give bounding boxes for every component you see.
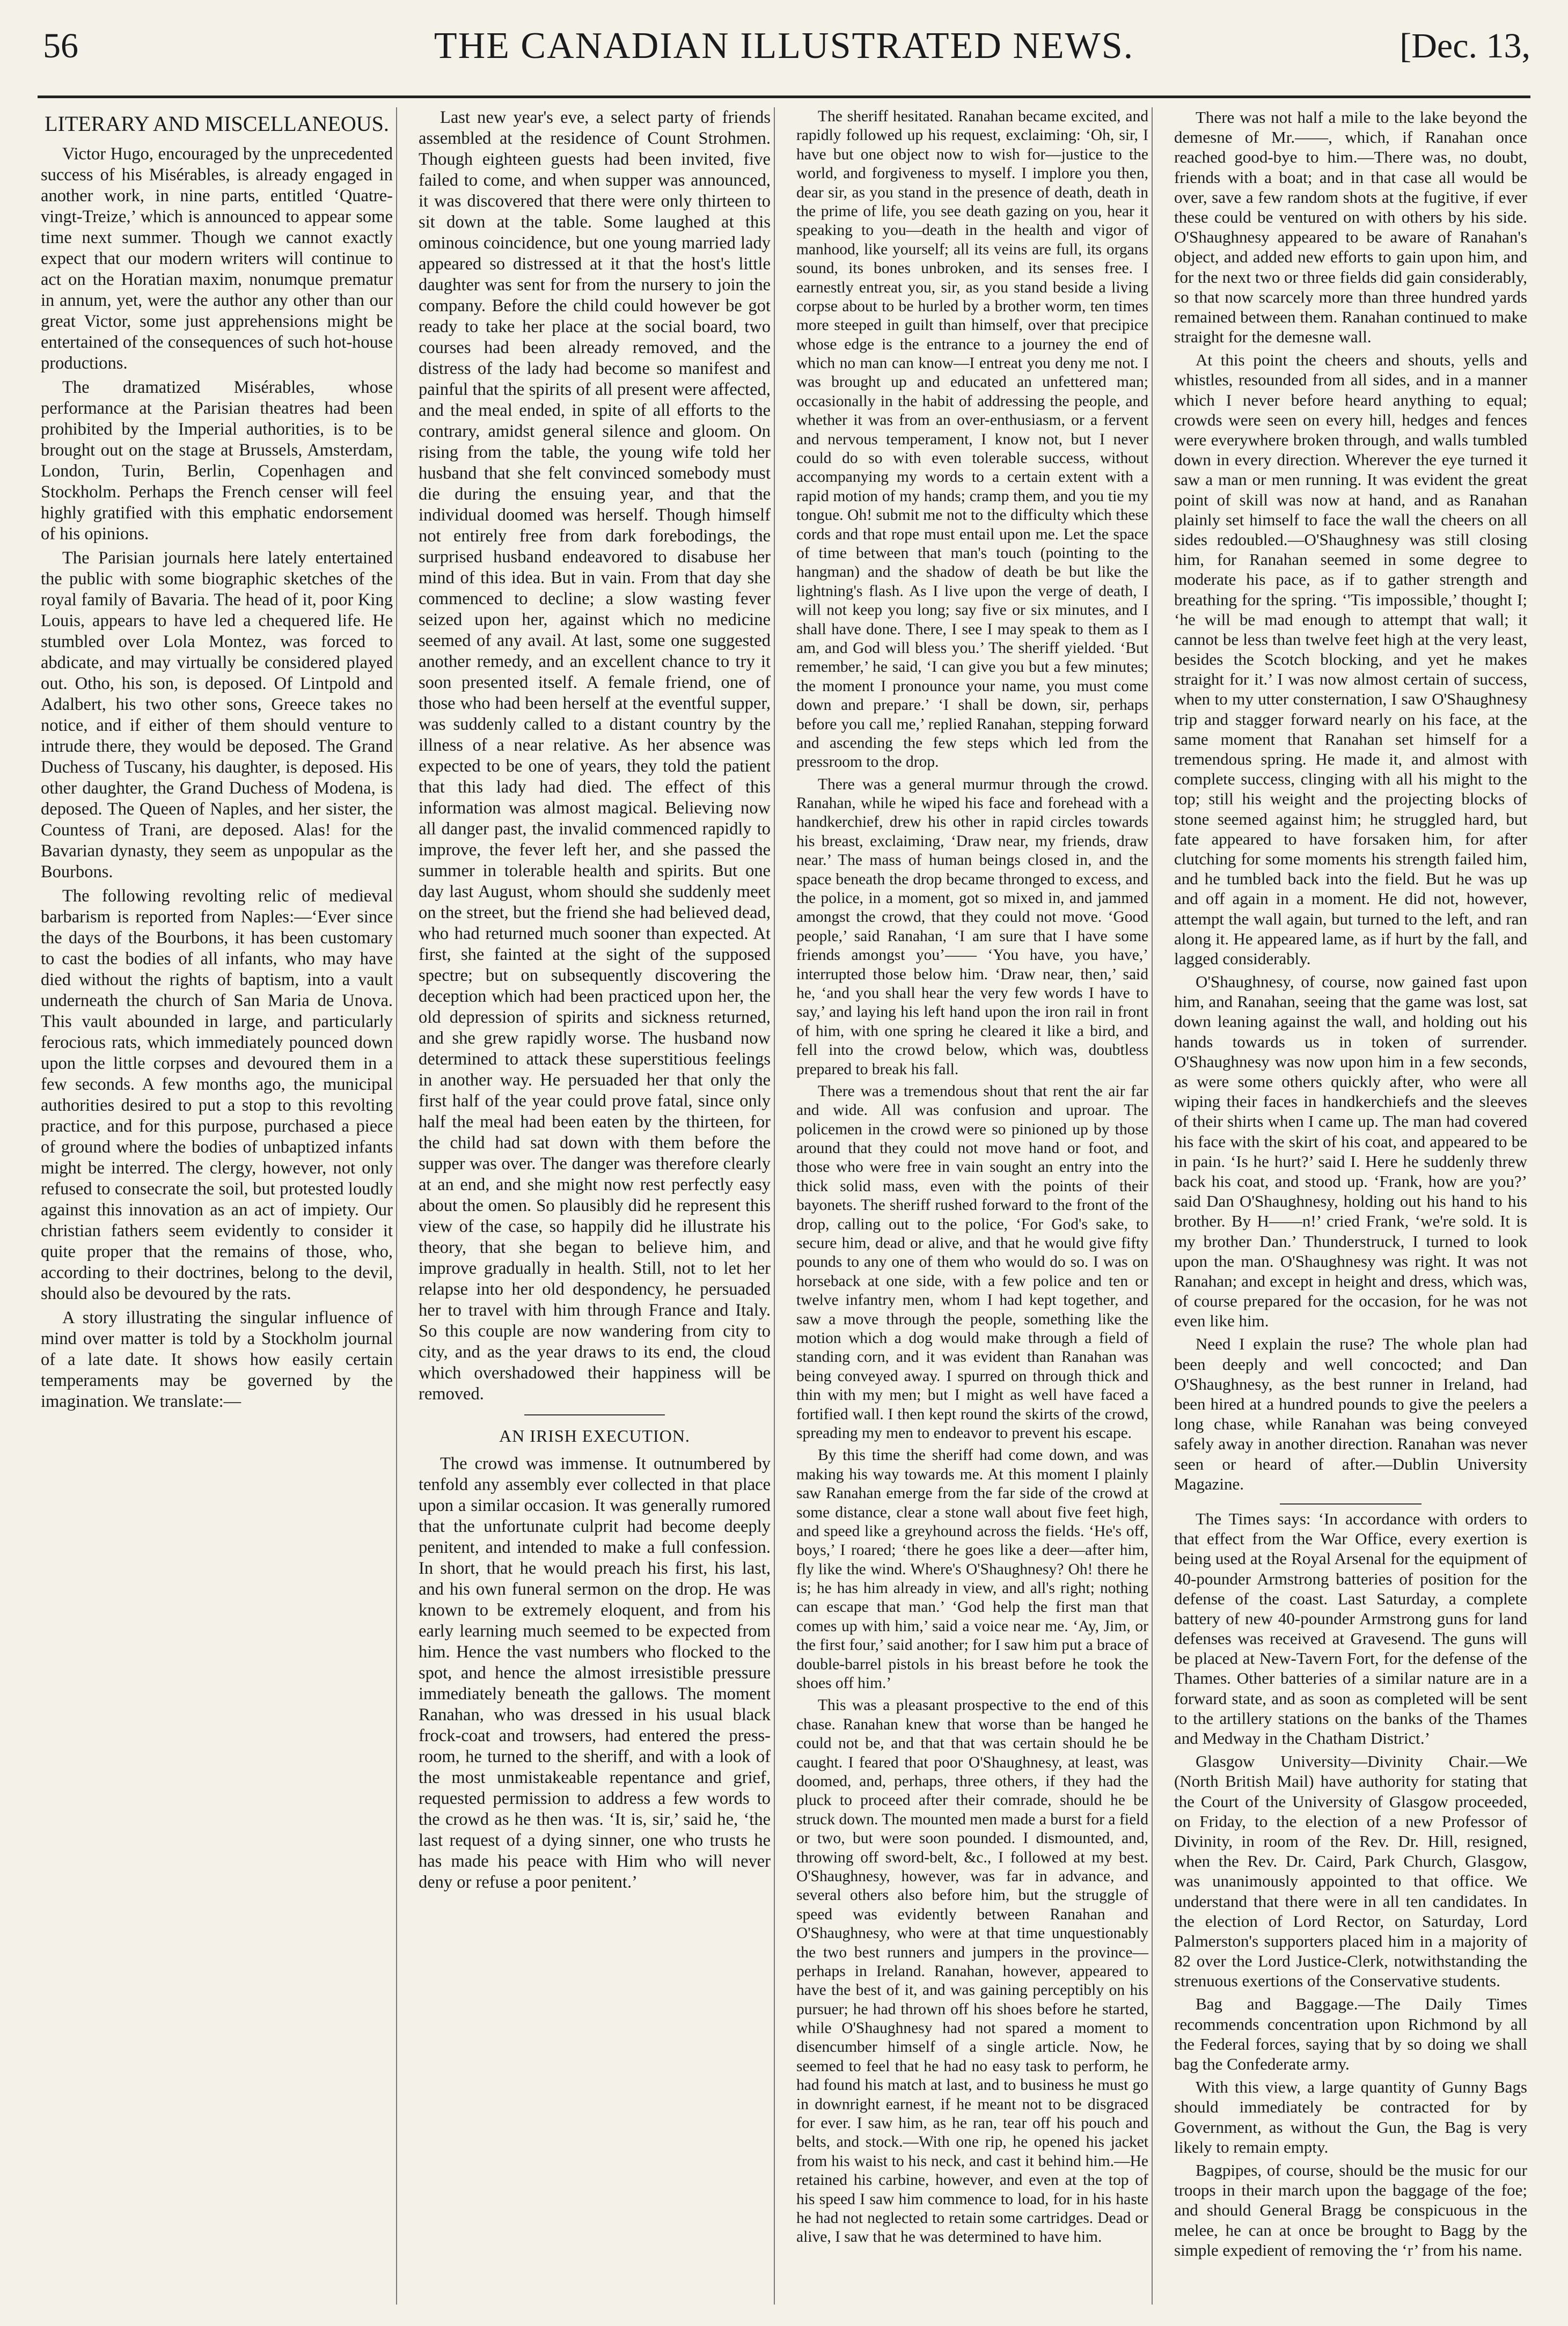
literary-paragraph: The following revolting relic of medieval barbarism is reported from Naples:—‘Ever since the days of the Bourbons, it has been customary to cast the bodies of all infants, who may have died without the rights of baptism, into a vault underneath the church of San Maria de Unova. This vault abounded in large, and particularly ferocious rats, which immediately pounced down upon the little corpses and devoured them in a few seconds. A few months ago, the municipal authorities desired to put a stop to this revolting practice, and for this purpose, purchased a piece of ground where the bodies of unbaptized infants might be interred. The clergy, however, not only refused to consecrate the soil, but protested loudly against this innovation as an act of impiety. Our christian fathers seem evidently to consider it quite proper that the remains of those, who, according to their doctrines, belong to the devil, should also be devoured by the rats. bbox=[41, 886, 393, 1303]
literary-paragraph: A story illustrating the singular influence of mind over matter is told by a Stockholm journal of a late date. It shows how easily certain temperaments may be governed by the imagination. We translate:— bbox=[41, 1308, 393, 1411]
irish-paragraph: The crowd was immense. It outnumbered by tenfold any assembly ever collected in that place upon a similar occasion. It was generally rumored that the unfortunate culprit had become deeply penitent, and intended to make a full confession. In short, that he would preach his first, his last, and his own funeral sermon on the drop. He was known to be extremely eloquent, and from his early learning much seemed to be expected from him. Hence the vast numbers who flocked to the spot, and hence the almost irresistible pressure immediately beneath the gallows. The moment Ranahan, who was dressed in his usual black frock-coat and trowsers, had entered the press-room, he turned to the sheriff, and with a look of the most unmistakeable repentance and grief, requested permission to address a few words to the crowd as he then was. ‘It is, sir,’ said he, ‘the last request of a dying sinner, one who trusts he has made his peace with Him who will never deny or refuse a poor penitent.’ bbox=[419, 1454, 771, 1892]
columns bbox=[38, 107, 1530, 2305]
notice-paragraph: Bagpipes, of course, should be the music for our troops in their march upon the baggage of the foe; and should General Bragg be conspicuous in the melee, he can at once be brought to Bagg by the simple expedient of removing the ‘r’ from his name. bbox=[1174, 2160, 1527, 2259]
irish-paragraph: This was a pleasant prospective to the end of this chase. Ranahan knew that worse than be hanged he could not be, and that that was certain should he be caught. I feared that poor O'Shaughnesy, at least, was doomed, and, perhaps, three others, if they had the pluck to proceed after their comrade, should he be struck down. The mounted men made a burst for a field or two, but were soon pounded. I dismounted, and, throwing off sword-belt, &c., I followed at my best. O'Shaughnesy, however, was far in advance, and several others also before him, but the struggle of speed was evidently between Ranahan and O'Shaughnesy, who were at that time unquestionably the two best runners and jumpers in the province—perhaps in Ireland. Ranahan, however, appeared to have the best of it, and was gaining perceptibly on his pursuer; he had thrown off his shoes before he started, while O'Shaughnesy had not spared a moment to disencumber himself of a single article. Now, he seemed to feel that he had no easy task to perform, he had found his match at last, and to business he must go in downright earnest, if he meant not to be disgraced for ever. I saw him, as he ran, tear off his pouch and belts, and stock.—With one rip, he opened his jacket from his waist to his neck, and cast it behind him.—He retained his carbine, however, and even at the top of his speed I saw him commence to load, for in his haste he had not neglected to retain some cartridges. Dead or alive, I saw that he was determined to have him. bbox=[796, 1697, 1148, 2246]
page-number: 56 bbox=[43, 26, 78, 65]
masthead: THE CANADIAN ILLUSTRATED NEWS. bbox=[434, 25, 1134, 67]
literary-paragraph: The dramatized Misérables, whose performance at the Parisian theatres had been prohibited by the Imperial authorities, is to be brought out on the stage at Brussels, Amsterdam, London, Turin, Berlin, Copenhagen and Stockholm. Perhaps the French censer will feel highly gratified with this emphatic endorsement of his opinions. bbox=[41, 378, 393, 544]
irish-paragraph: There was a general murmur through the crowd. Ranahan, while he wiped his face and forehead with a handkerchief, drew his other in rapid circles towards his breast, exclaiming, ‘Draw near, my friends, draw near.’ The mass of human beings closed in, and the space beneath the drop became thronged to excess, and the police, in a moment, got so mixed in, and jammed amongst the crowd, that they could not move. ‘Good people,’ said Ranahan, ‘I am sure that I have some friends amongst you’—— ‘You have, you have,’ interrupted those below him. ‘Draw near, then,’ said he, ‘and you shall hear the very few words I have to say,’ and laying his left hand upon the iron rail in front of him, with one spring he cleared it like a bird, and fell into the crowd below, which was, doubtless prepared to break his fall. bbox=[796, 775, 1148, 1078]
notice-paragraph: The Times says: ‘In accordance with orders to that effect from the War Office, every exertion is being used at the Royal Arsenal for the equipment of 40-pounder Armstrong batteries of position for the defense of the coast. Last Saturday, a complete battery of new 40-pounder Armstrong guns for land defenses was received at Gravesend. The guns will be placed at New-Tavern Fort, for the defense of the Thames. Other batteries of a similar nature are in a forward state, and as soon as completed will be sent to the artillery stations on the banks of the Thames and Medway in the Chatham District.’ bbox=[1174, 1509, 1527, 1748]
section-divider bbox=[524, 1414, 665, 1415]
page-header bbox=[38, 15, 1530, 98]
column-1 bbox=[38, 107, 397, 2305]
irish-paragraph: O'Shaughnesy, of course, now gained fast upon him, and Ranahan, seeing that the game was lost, sat down leaning against the wall, and holding out his hands towards us in token of surrender. O'Shaughnesy was now upon him in a few seconds, as were some others quickly after, who were all wiping their faces in handkerchiefs and the sleeves of their shirts when I came up. The man had covered his face with the skirt of his coat, and appeared to be in pain. ‘Is he hurt?’ said I. Here he suddenly threw back his coat, and stood up. ‘Frank, how are you?’ said Dan O'Shaughnesy, holding out his hand to his brother. By H——n!’ cried Frank, ‘we're sold. It is my brother Dan.’ Thunderstruck, I turned to look upon the man. O'Shaughnesy was right. It was not Ranahan; and except in height and dress, which was, of course prepared for the occasion, for he was not even like him. bbox=[1174, 972, 1527, 1331]
column-2 bbox=[415, 107, 775, 2305]
issue-date: [Dec. 13, bbox=[1400, 26, 1530, 65]
irish-paragraph: There was not half a mile to the lake beyond the demesne of Mr.——, which, if Ranahan once reached good-bye to him.—There was, no doubt, friends with a boat; and in that case all would be over, save a few random shots at the fugitive, if ever these could be ventured on with others by his side. O'Shaughnesy appeared to be aware of Ranahan's object, and added new efforts to gain upon him, and for the next two or three fields did gain considerably, so that now scarcely more than three hundred yards remained between them. Ranahan continued to make straight for the demesne wall. bbox=[1174, 108, 1527, 347]
column-3 bbox=[793, 107, 1153, 2305]
notice-paragraph: Bag and Baggage.—The Daily Times recommends concentration upon Richmond by all the Federal forces, saying that by so doing we shall bag the Confederate army. bbox=[1174, 1994, 1527, 2073]
irish-paragraph: At this point the cheers and shouts, yells and whistles, resounded from all sides, and in a manner which I never before heard anything to equal; crowds were seen on every hill, hedges and fences were everywhere broken through, and walls tumbled down in every direction. Wherever the eye turned it saw a man or men running. It was evident the great point of skill was now at hand, and as Ranahan plainly set himself to face the wall the cheers on all sides redoubled.—O'Shaughnesy was still closing him, for Ranahan seemed in some degree to moderate his pace, as if to gather strength and breathing for the spring. ‘'Tis impossible,’ thought I; ‘he will be mad enough to attempt that wall; it cannot be less than twelve feet high at the very least, besides the Scotch blocking, and yet he makes straight for it.’ I was now almost certain of success, when to my utter consternation, I saw O'Shaughnesy trip and stagger forward nearly on his face, at the same moment that Ranahan set himself for a tremendous spring. He made it, and almost with complete success, clinging with all his might to the top; still his weight and the projecting blocks of stone seemed against him; he struggled hard, but fate appeared to have forsaken him, for after clutching for some moments his strength failed him, and he tumbled back into the field. But he was up and off again in a moment. He did not, however, attempt the wall again, but turned to the left, and ran along it. He appeared lame, as if hurt by the fall, and lagged considerably. bbox=[1174, 350, 1527, 968]
literary-paragraph: The Parisian journals here lately entertained the public with some biographic sketches of the royal family of Bavaria. The head of it, poor King Louis, appears to have led a chequered life. He stumbled over Lola Montez, was forced to abdicate, and may virtually be considered played out. Otho, his son, is deposed. Of Lintpold and Adalbert, his two other sons, Greece takes no notice, and if either of them should venture to intrude there, they would be deposed. The Grand Duchess of Tuscany, his daughter, is deposed. His other daughter, the Grand Duchess of Modena, is deposed. The Queen of Naples, and her sister, the Countess of Trani, are deposed. Alas! for the Bavarian dynasty, they seem as unpopular as the Bourbons. bbox=[41, 548, 393, 882]
literary-title: LITERARY AND MISCELLANEOUS. bbox=[45, 112, 389, 136]
column-4 bbox=[1171, 107, 1530, 2305]
literary-paragraph: Victor Hugo, encouraged by the unprecedented success of his Misérables, is already engaged in another work, in nine parts, entitled ‘Quatre-vingt-Treize,’ which is announced to appear some time next summer. Though we cannot exactly expect that our modern writers will continue to act on the Horatian maxim, nonumque prematur in annum, yet, were the author any other than our great Victor, some just apprehensions might be entertained of the consequences of such hot-house productions. bbox=[41, 144, 393, 373]
irish-paragraph: The sheriff hesitated. Ranahan became excited, and rapidly followed up his request, exclaiming: ‘Oh, sir, I have but one object now to wish for—justice to the world, and forgiveness to myself. I implore you then, dear sir, as you stand in the presence of death, death in the prime of life, you see death gazing on you, hear it speaking to you—death in the health and vigor of manhood, like yourself; all its veins are full, its organs sound, its bones unbroken, and its senses free. I earnestly entreat you, sir, as you stand beside a living corpse about to be hurled by a brother worm, ten times more steeped in guilt than himself, over that precipice whose edge is the entrance to a journey the end of which no man can know—I entreat you deny me not. I was brought up and educated an unfettered man; occasionally in the habit of addressing the people, and whether it was from an over-enthusiasm, or a fervent and nervous temperament, I know not, but I never could do so with even tolerable success, without accompanying my words to a certain extent with a rapid motion of my hands; cramp them, and you tie my tongue. Oh! submit me not to the difficulty which these cords and that rope must entail upon me. Let the space of time between that man's touch (pointing to the hangman) and the shadow of death be but like the lightning's flash. As I live upon the verge of death, I will not keep you long; say five or six minutes, and I shall have done. There, I see I may speak to them as I am, and God will bless you.’ The sheriff yielded. ‘But remember,’ he said, ‘I can give you but a few minutes; the moment I pronounce your name, you must come down and prepare.’ ‘I shall be down, sir, perhaps before you call me,’ replied Ranahan, stepping forward and ascending the few steps which led from the pressroom to the drop. bbox=[796, 108, 1148, 771]
irish-paragraph: Need I explain the ruse? The whole plan had been deeply and well concocted; and Dan O'Shaughnesy, as the best runner in Ireland, had been hired at a hundred pounds to give the peelers a long chase, while Ranahan was being conveyed safely away in another direction. Ranahan was never seen or heard of after.—Dublin University Magazine. bbox=[1174, 1334, 1527, 1493]
notice-paragraph: Glasgow University—Divinity Chair.—We (North British Mail) have authority for stating that the Court of the University of Glasgow proceeded, on Friday, to the election of a new Professor of Divinity, in room of the Rev. Dr. Hill, resigned, when the Rev. Dr. Caird, Park Church, Glasgow, was unanimously appointed to that office. We understand that there were in all ten candidates. In the election of Lord Rector, on Saturday, Lord Palmerston's supporters placed him in a majority of 82 over the Lord Justice-Clerk, notwithstanding the strenuous exertions of the Conservative students. bbox=[1174, 1752, 1527, 1991]
literary-paragraph: Last new year's eve, a select party of friends assembled at the residence of Count Strohmen. Though eighteen guests had been invited, five failed to come, and when supper was announced, it was discovered that there were only thirteen to sit down at the table. Some laughed at this ominous coincidence, but one young married lady appeared so distressed at it that the host's little daughter was sent for from the nursery to join the company. Before the child could however be got ready to take her place at the social board, two courses had been already removed, and the distress of the lady had become so manifest and painful that the spirits of all present were affected, and the meal ended, in spite of all efforts to the contrary, amidst general silence and gloom. On rising from the table, the young wife told her husband that she felt convinced somebody must die during the ensuing year, and that the individual doomed was herself. Though himself not entirely free from dark forebodings, the surprised husband endeavored to disabuse her mind of this idea. But in vain. From that day she commenced to decline; a slow wasting fever seized upon her, against which no medicine seemed of any avail. At last, some one suggested another remedy, and an excellent chance to try it soon presented itself. A female friend, one of those who had been herself at the eventful supper, was suddenly called to a distant country by the illness of a near relative. As her absence was expected to be one of years, they told the patient that this lady had died. The effect of this information was almost magical. Believing now all danger past, the invalid commenced rapidly to improve, the fever left her, and she passed the summer in tolerable health and spirits. But one day last August, whom should she suddenly meet on the street, but the friend she had believed dead, who had returned much sooner than expected. At first, she fainted at the sight of the supposed spectre; but on subsequently discovering the deception which had been practiced upon her, the old depression of spirits and sickness returned, and she grew rapidly worse. The husband now determined to attack these superstitious feelings in another way. He persuaded her that only the first half of the year could prove fatal, since only half the meal had been eaten by the thirteen, for the child had sat down with them before the supper was over. The danger was therefore clearly at an end, and she might now rest perfectly easy about the omen. So plausibly did he represent this view of the case, so happily did he illustrate his theory, that she began to believe him, and improve gradually in health. Still, not to let her relapse into her old despondency, he persuaded her to travel with him through France and Italy. So this couple are now wandering from city to city, and as the year draws to its end, the cloud which overshadowed their happiness will be removed. bbox=[419, 108, 771, 1404]
irish-paragraph: There was a tremendous shout that rent the air far and wide. All was confusion and uproar. The policemen in the crowd were so pinioned up by those around that they could not move hand or foot, and those who were free in vain sought an entry into the thick solid mass, even with the points of their bayonets. The sheriff rushed forward to the front of the drop, calling out to the police, ‘For God's sake, to secure him, dead or alive, and that he would give fifty pounds to any one of them who would do so. I was on horseback at one side, with a few police and ten or twelve infantry men, whom I had kept together, and saw a move through the people, something like the motion which a dog would make through a field of standing corn, and it was evident than Ranahan was being conveyed away. I spurred on through thick and thin with my men; but I might as well have faced a fortified wall. I then kept round the skirts of the crowd, spreading my men to endeavor to prevent his escape. bbox=[796, 1082, 1148, 1442]
irish-paragraph: By this time the sheriff had come down, and was making his way towards me. At this moment I plainly saw Ranahan emerge from the far side of the crowd at some distance, clear a stone wall about five feet high, and speed like a greyhound across the fields. ‘He's off, boys,’ I roared; ‘there he goes like a deer—after him, fly like the wind. Where's O'Shaughnesy? Oh! there he is; he has him already in view, and all's right; nothing can escape that man.’ ‘God help the first man that comes up with him,’ said a voice near me. ‘Ay, Jim, or the first four,’ said another; for I saw him put a brace of double-barrel pistols in his breast before he took the shoes off him.’ bbox=[796, 1447, 1148, 1692]
section-divider bbox=[1280, 1503, 1421, 1505]
irish-execution-title: AN IRISH EXECUTION. bbox=[499, 1426, 690, 1446]
notice-paragraph: With this view, a large quantity of Gunny Bags should immediately be contracted for by Government, as without the Gun, the Bag is very likely to remain empty. bbox=[1174, 2078, 1527, 2156]
